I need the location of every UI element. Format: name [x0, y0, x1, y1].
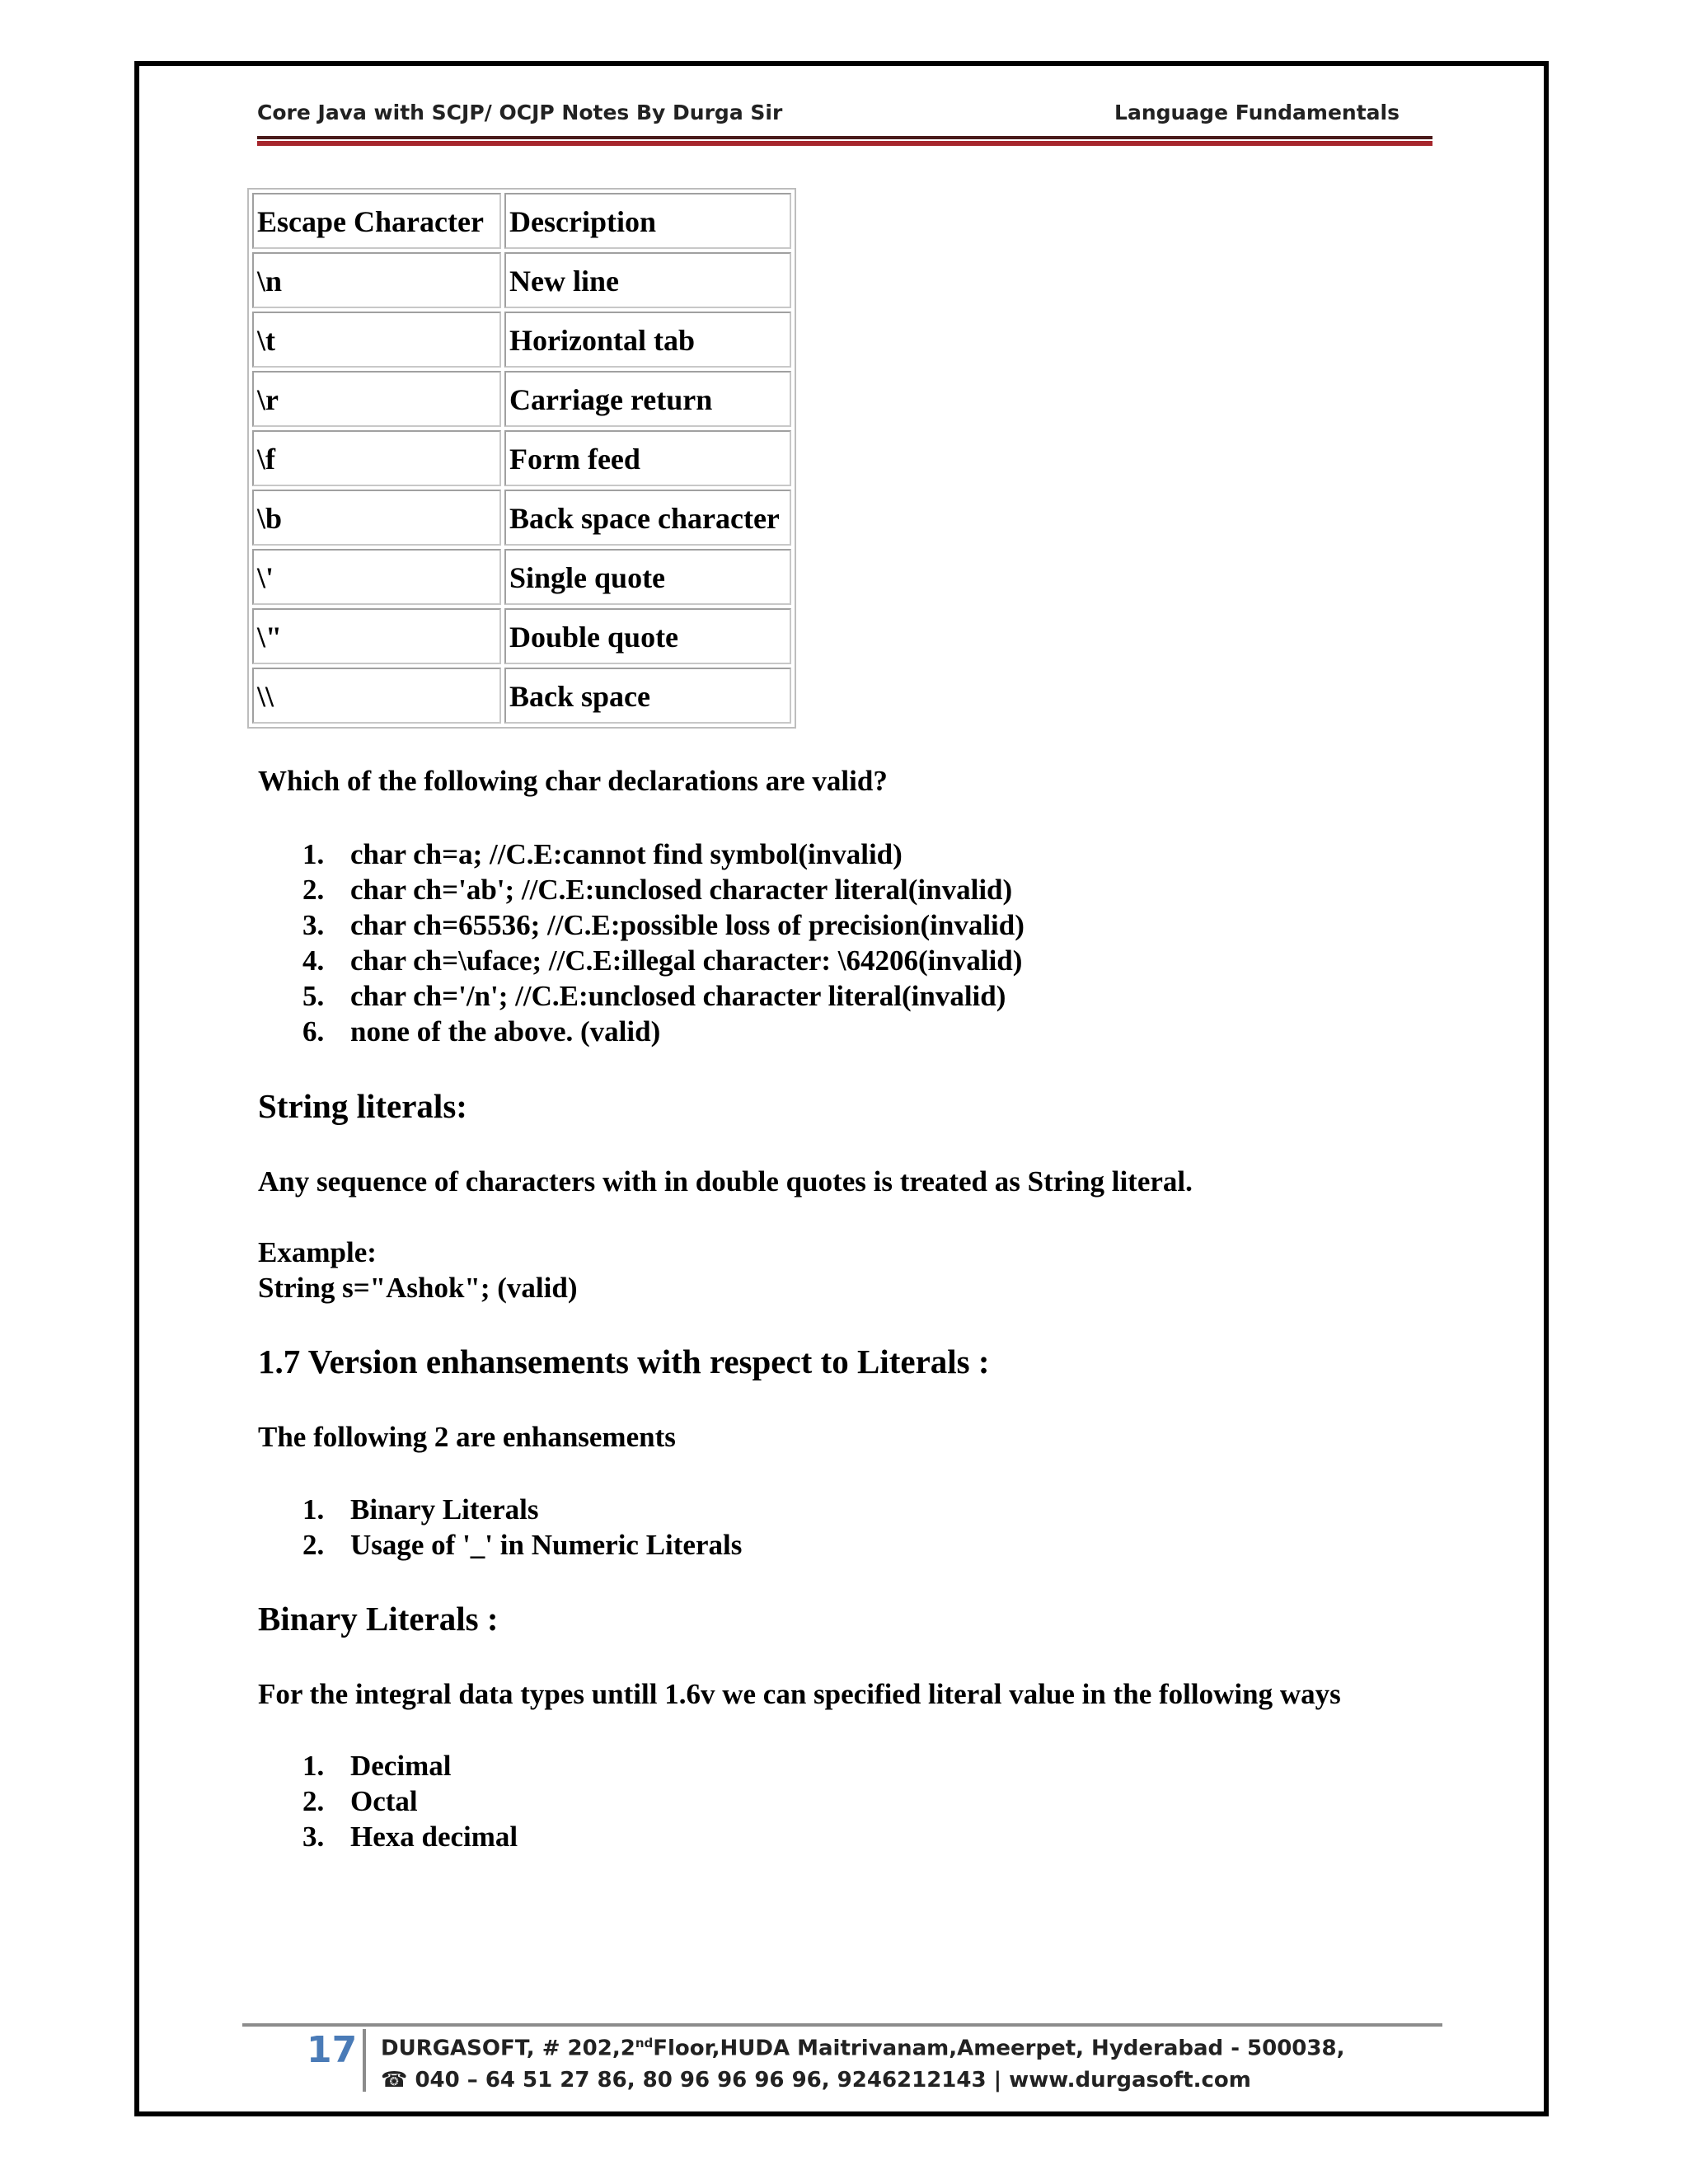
table-cell: Carriage return [504, 371, 791, 427]
table-row [252, 608, 791, 664]
header-rule-red [257, 141, 1432, 146]
string-literal-description: Any sequence of characters with in double quotes is treated as String literal. [258, 1165, 1193, 1197]
table-cell: New line [504, 252, 791, 308]
literal-ways-list [258, 1748, 518, 1854]
page-number: 17 [307, 2029, 358, 2071]
section-heading-binary-literals: Binary Literals : [258, 1600, 499, 1638]
page-header [257, 97, 1432, 134]
header-chapter-title: Language Fundamentals [1114, 101, 1400, 124]
enhancements-list [258, 1492, 742, 1563]
list-item: 2. Usage of '_' in Numeric Literals [302, 1529, 743, 1561]
footer-contact-line: ☎ 040 – 64 51 27 86, 80 96 96 96 96, 9246212143 | www.durgasoft.com [381, 2067, 1251, 2093]
list-item: 6. none of the above. (valid) [302, 1015, 661, 1047]
example-code: String s="Ashok"; (valid) [258, 1272, 578, 1304]
table-cell: Form feed [504, 430, 791, 486]
table-header-cell: Description [504, 193, 791, 249]
list-item: 1. Decimal [302, 1750, 452, 1782]
table-cell: Back space [504, 668, 791, 724]
table-row [252, 490, 791, 546]
table-row [252, 252, 791, 308]
table-cell: \n [252, 252, 501, 308]
question-text: Which of the following char declarations are valid? [258, 765, 888, 797]
table-cell: Back space character [504, 490, 791, 546]
footer-divider [363, 2029, 366, 2092]
section-heading-enhancements: 1.7 Version enhansements with respect to Literals : [258, 1343, 990, 1380]
footer-rule [242, 2023, 1442, 2027]
enhancements-intro: The following 2 are enhansements [258, 1421, 676, 1453]
table-row [252, 549, 791, 605]
table-cell: Single quote [504, 549, 791, 605]
list-item: 2. Octal [302, 1785, 418, 1817]
table-cell: \r [252, 371, 501, 427]
table-cell: Horizontal tab [504, 312, 791, 368]
list-item: 3. char ch=65536; //C.E:possible loss of precision(invalid) [302, 909, 1025, 941]
section-heading-string-literals: String literals: [258, 1087, 467, 1125]
list-item: 4. char ch=\uface; //C.E:illegal character: \64206(invalid) [302, 944, 1023, 977]
header-book-title: Core Java with SCJP/ OCJP Notes By Durga Sir [257, 101, 783, 124]
table-row [252, 668, 791, 724]
list-item: 1. Binary Literals [302, 1493, 539, 1526]
example-label: Example: [258, 1236, 377, 1268]
table-header-row [252, 193, 791, 249]
table-row [252, 312, 791, 368]
table-header-cell: Escape Character [252, 193, 501, 249]
table-cell: \t [252, 312, 501, 368]
phone-icon: ☎ [381, 2067, 408, 2093]
table-cell: Double quote [504, 608, 791, 664]
escape-character-table [247, 188, 796, 729]
list-item: 2. char ch='ab'; //C.E:unclosed character literal(invalid) [302, 874, 1013, 906]
table-row [252, 371, 791, 427]
table-cell: \b [252, 490, 501, 546]
table-cell: \\ [252, 668, 501, 724]
char-declaration-list [258, 837, 1025, 1049]
footer-address-line: DURGASOFT, # 202,2ndFloor,HUDA Maitrivanam,Ameerpet, Hyderabad - 500038, [381, 2036, 1345, 2061]
table-cell: \" [252, 608, 501, 664]
binary-literals-intro: For the integral data types untill 1.6v we can specified literal value in the following ways [258, 1678, 1341, 1710]
list-item: 3. Hexa decimal [302, 1821, 518, 1853]
table-cell: \' [252, 549, 501, 605]
list-item: 1. char ch=a; //C.E:cannot find symbol(invalid) [302, 838, 903, 870]
footer-address [381, 2027, 1344, 2096]
list-item: 5. char ch='/n'; //C.E:unclosed character literal(invalid) [302, 980, 1006, 1012]
table-row [252, 430, 791, 486]
table-cell: \f [252, 430, 501, 486]
header-rule-dark [257, 136, 1432, 139]
